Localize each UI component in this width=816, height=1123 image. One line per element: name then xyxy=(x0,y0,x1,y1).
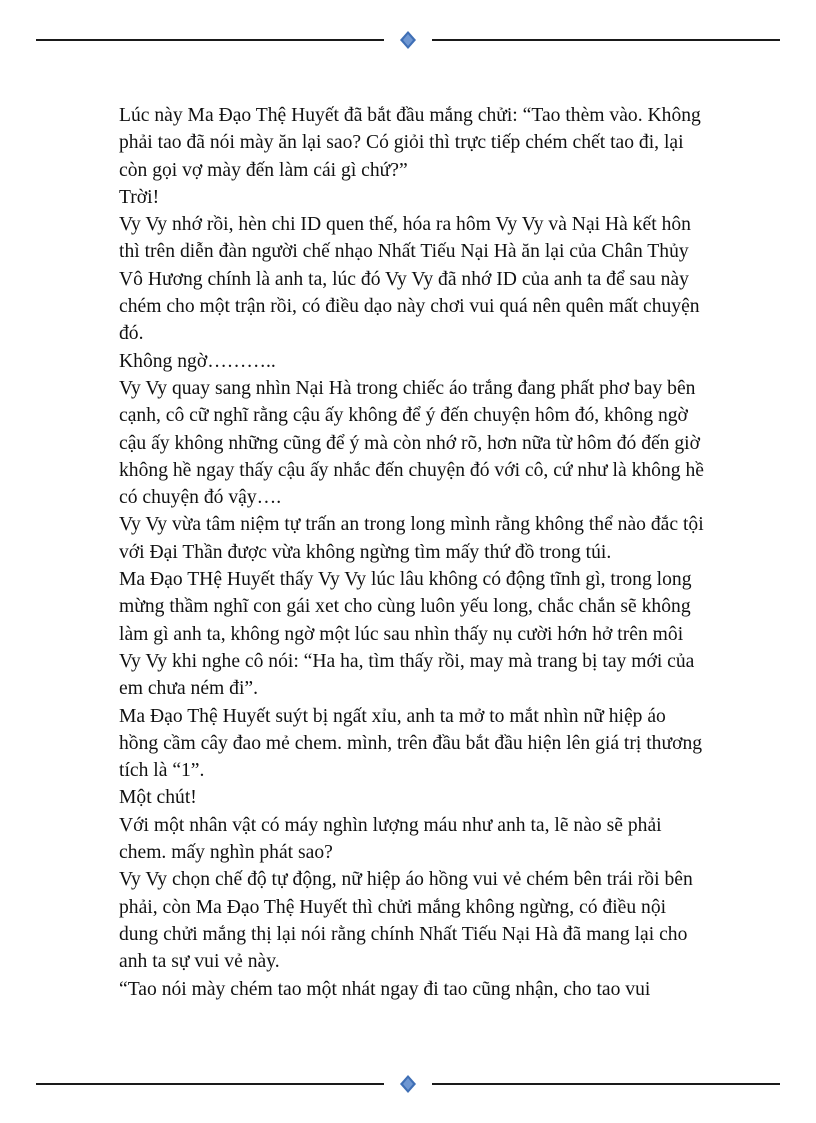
paragraph: Với một nhân vật có máy nghìn lượng máu như anh ta, lẽ nào sẽ phải chem. mấy nghìn phát sao? xyxy=(119,814,662,864)
page-body xyxy=(119,102,709,1003)
paragraph: Ma Đạo Thệ Huyết suýt bị ngất xỉu, anh ta mở to mắt nhìn nữ hiệp áo hồng cầm cây đao mẻ chem. mình, trên đầu bắt đầu hiện lên giá trị thương tích là “1”. xyxy=(119,705,703,782)
footer-divider-line-right xyxy=(432,1083,780,1085)
header-divider xyxy=(36,30,780,50)
diamond-icon xyxy=(400,1075,416,1093)
paragraph: “Tao nói mày chém tao một nhát ngay đi tao cũng nhận, cho tao vui xyxy=(119,978,651,1000)
paragraph: Vy Vy nhớ rồi, hèn chi ID quen thế, hóa ra hôm Vy Vy và Nại Hà kết hôn thì trên diễn đàn người chế nhạo Nhất Tiếu Nại Hà ăn lại của Chân Thủy Vô Hương chính là anh ta, lúc đó Vy Vy đã nhớ ID của anh ta để sau này chém cho một trận rồi, có điều dạo này chơi vui quá nên quên mất chuyện đó. xyxy=(119,214,700,345)
header-divider-line-right xyxy=(432,39,780,41)
paragraph: Ma Đạo THệ Huyết thấy Vy Vy lúc lâu không có động tĩnh gì, trong long mừng thầm nghĩ con gái xet cho cùng luôn yếu long, chắc chắn sẽ không làm gì anh ta, không ngờ một lúc sau nhìn thấy nụ cười hớn hở trên môi Vy Vy khi nghe cô nói: “Ha ha, tìm thấy rồi, may mà trang bị tay mới của em chưa ném đi”. xyxy=(119,569,695,700)
paragraph: Vy Vy quay sang nhìn Nại Hà trong chiếc áo trắng đang phất phơ bay bên cạnh, cô cữ nghĩ rằng cậu ấy không để ý đến chuyện hôm đó, không ngờ cậu ấy không những cũng để ý mà còn nhớ rõ, hơn nữa từ hôm đó đến giờ không hề ngay thấy cậu ấy nhắc đến chuyện đó với cô, cứ như là không hề có chuyện đó vậy…. xyxy=(119,377,704,509)
paragraph: Vy Vy chọn chế độ tự động, nữ hiệp áo hồng vui vẻ chém bên trái rồi bên phải, còn Ma Đạo Thệ Huyết thì chửi mắng không ngừng, có điều nội dung chửi mắng thị lại nói rằng chính Nhất Tiếu Nại Hà đã mang lại cho anh ta sự vui vẻ này. xyxy=(119,869,693,973)
paragraph: Trời! xyxy=(119,186,160,208)
paragraph: Một chút! xyxy=(119,787,197,809)
header-divider-line-left xyxy=(36,39,384,41)
paragraph: Vy Vy vừa tâm niệm tự trấn an trong long mình rằng không thể nào đắc tội với Đại Thần được vừa không ngừng tìm mấy thứ đồ trong túi. xyxy=(119,514,704,563)
paragraph: Lúc này Ma Đạo Thệ Huyết đã bắt đầu mắng chửi: “Tao thèm vào. Không phải tao đã nói mày ăn lại sao? Có giỏi thì trực tiếp chém chết tao đi, lại còn gọi vợ mày đến làm cái gì chứ?” xyxy=(119,105,701,181)
footer-divider xyxy=(36,1074,780,1094)
diamond-icon xyxy=(400,31,416,49)
paragraph: Không ngờ……….. xyxy=(119,350,276,372)
footer-divider-line-left xyxy=(36,1083,384,1085)
